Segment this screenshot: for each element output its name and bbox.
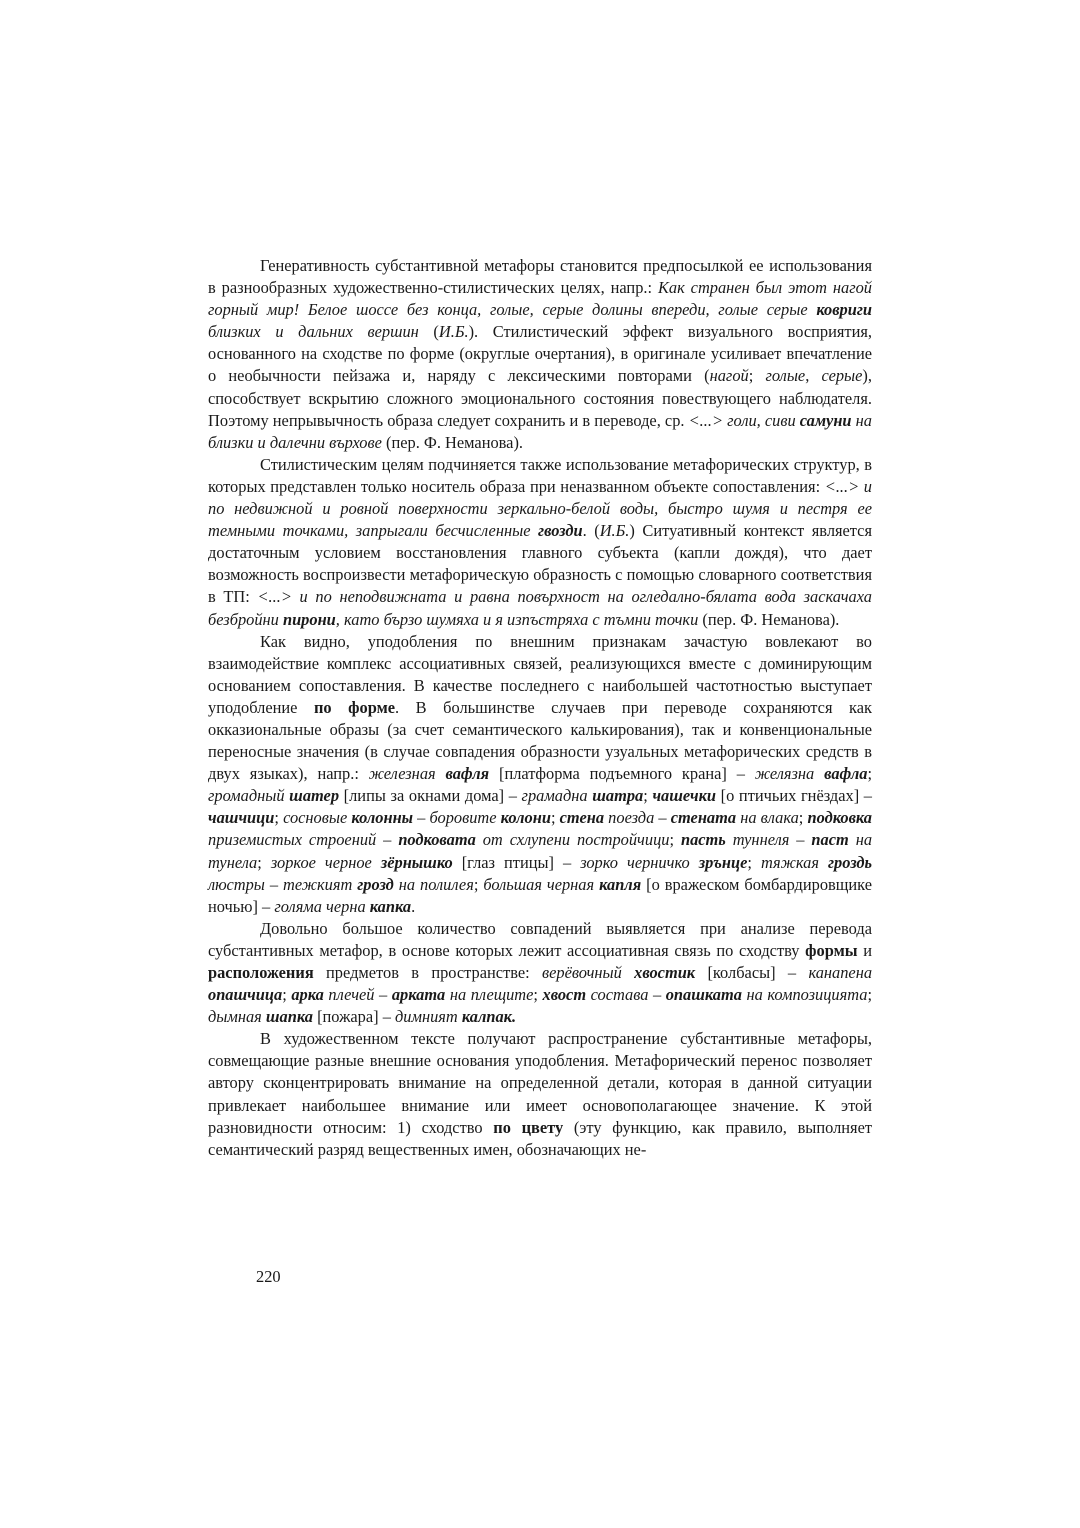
italic-run: нагой [709,366,749,386]
text-run: В художественном тексте получают распространение субстантивные метафоры, совмещающие разные внешние основания уподобления. Метафорический перенос позволяет автору сконцентрировать внимание на определенной детали, которая в данной ситуации привлекает наибольшее внимание или имеет основополагающее значение. К этой разновидности относим: 1) сходство [208,1029,872,1137]
text-run: – [376,830,399,850]
text-run: ), способствует вскрытию сложного эмоционального состояния повествующего наблюдателя. Поэтому непрывычность образа следует сохранить и в переводе, ср. [208,366,872,430]
italic-run: канапена [808,963,873,982]
italic-run: димният [395,1007,462,1027]
text-run: ; [669,830,681,850]
paragraph-3 [208,631,872,918]
paragraph-1 [208,255,872,454]
emphasized-term: гвозди [538,521,583,541]
italic-run: серые [821,366,863,386]
paragraph-5 [208,1028,872,1161]
italic-run: плечей [323,985,375,1005]
text-run: [о птичьих гнёздах] – [716,786,872,806]
emphasized-term: вафля [445,764,490,784]
body-text [208,255,872,1161]
text-run: [пожара] – [312,1007,396,1027]
emphasized-term: капля [599,874,642,894]
text-run: предметов в пространстве: [313,963,543,982]
italic-run: верёвочный [542,963,635,982]
italic-run: на близки и далечни върхове [208,410,872,452]
text-run: [липы за окнами дома] – [339,786,522,806]
text-run: ; [643,786,653,806]
italic-run: <...> и по неподвижната и равна повърхност на огледално-бялата вода заскачаха безбройни [208,587,872,629]
text-run: – [413,808,430,828]
text-run: – [648,985,666,1005]
italic-run: туннеля [725,830,790,850]
italic-run: И.Б. [599,521,630,541]
text-run: (эту функцию, как правило, выполняет семантический разряд вещественных имен, обозначающих не- [208,1117,873,1159]
italic-run: боровите [429,808,501,828]
text-run: [о вражеском бомбардировщике ночью] – [208,874,873,916]
italic-run: люстры [208,874,265,894]
italic-run: на тунела [208,830,873,872]
paragraph-2 [208,454,872,631]
emphasized-term: шатер [289,786,340,806]
text-run: Стилистическим целям подчиняется также использование метафорических структур, в которых представлен только носитель образа при неназванном объекте сопоставления: [208,454,872,496]
italic-run: громадный [208,786,290,806]
italic-run: тежкият [283,874,358,894]
text-run: ; [550,808,560,828]
italic-run: на влака [736,808,799,828]
emphasized-term: хвост [542,985,587,1005]
italic-run: желязна [754,764,825,784]
text-run: ). Стилистический эффект визуального восприятия, основанного на сходстве по форме (округлые очертания), в оригинале усиливает впечатление о необычности пейзажа и, наряду с лексическими повторами ( [208,322,872,386]
emphasized-term: по цвету [493,1117,564,1137]
emphasized-term: по форме [313,697,396,717]
text-run: ; [867,764,873,784]
italic-run: на композицията [741,985,868,1005]
text-run: ; [867,985,873,1005]
italic-run: <...> и по недвижной и ровной поверхности зеркально-белой воды, быстро шумя и пестря ее темными точками, запрыгали бесчисленные [208,476,872,541]
emphasized-term: чашечки [652,786,716,806]
italic-run: большая черная [483,874,600,894]
text-run: . [411,896,416,916]
text-run: . В большинстве случаев при переводе сохраняются как окказиональные образы (за счет семантического калькирования), так и конвенциональные переносные значения (в случае совпадения образности узуальных метафорических средств в двух языках), напр.: [208,697,872,784]
emphasized-term: вафла [824,764,868,784]
text-run: ; [748,366,766,386]
text-run: ; [282,985,292,1005]
italic-run: приземистых строений [208,830,377,850]
emphasized-term: зрънце [698,852,748,872]
italic-run: , като бързо шумяха и я изпъстряха с тъмни точки [335,609,699,629]
text-run: – [654,808,671,828]
text-run: [колбасы] – [695,963,809,982]
italic-run: <...> голи, сиви [688,410,800,430]
text-run: Довольно большое количество совпадений выявляется при анализе перевода субстантивных метафор, в основе которых лежит ассоциативная связь по сходству [208,918,872,960]
italic-run: зоркое черное [270,852,381,872]
emphasized-term: опашката [665,985,742,1005]
emphasized-term: опашчица [208,985,283,1005]
text-run: [платформа подъемного крана] – [489,764,755,784]
text-run: , [805,366,822,386]
emphasized-term: подковата [398,830,476,850]
emphasized-term: колонны [351,808,414,828]
text-run: (пер. Ф. Неманова). [381,432,524,452]
emphasized-term: шапка [265,1007,313,1027]
text-run: – [374,985,392,1005]
text-run: Как видно, уподобления по внешним признакам зачастую вовлекают во взаимодействие комплекс ассоциативных связей, реализующихся вместе с доминирующим основанием сопоставления. В качестве последнего с наибольшей частотностью выступает уподобление [208,631,872,717]
text-run: [глаз птицы] – [452,852,581,872]
italic-run: сосновые [283,808,352,828]
italic-run: на полилея [393,874,474,894]
italic-run: железная [368,764,446,784]
italic-run: голяма черна [274,896,370,916]
text-run: – [264,874,284,894]
italic-run: на плещите [445,985,534,1005]
paragraph-4 [208,918,872,1028]
emphasized-term: гроздь [828,852,873,872]
emphasized-term: арка [291,985,324,1005]
italic-run: Как странен был этот нагой горный мир! Белое шоссе без конца, голые, серые долины впереди, голые серые [208,278,872,320]
emphasized-term: стена [559,808,605,828]
italic-run: поезда [604,808,655,828]
emphasized-term: калпак. [461,1007,517,1027]
emphasized-term: формы [805,940,858,960]
text-run: ; [274,808,284,828]
emphasized-term: подковка [807,808,872,828]
text-run: и [857,940,872,960]
emphasized-term: паст [811,830,849,850]
emphasized-term: ковриги [816,300,872,320]
emphasized-term: самуни [799,410,852,430]
italic-run: от схлупени постройчици [475,830,670,850]
emphasized-term: расположения [208,963,314,982]
emphasized-term: пасть [680,830,726,850]
italic-run: состава [586,985,649,1005]
emphasized-term: шатра [592,786,644,806]
italic-run: грамадна [521,786,593,806]
text-run: – [789,830,812,850]
emphasized-term: арката [391,985,446,1005]
italic-run: дымная [208,1007,266,1027]
text-run: Генеративность субстантивной метафоры становится предпосылкой ее использования в разнообразных художественно-стилистических целях, напр.: [208,256,872,298]
emphasized-term: грозд [357,874,394,894]
italic-run: И.Б. [438,322,469,342]
text-run: ( [418,322,439,342]
italic-run: тяжкая [761,852,828,872]
text-run: (пер. Ф. Неманова). [698,609,840,629]
emphasized-term: стената [670,808,737,828]
text-run: ; [798,808,808,828]
italic-run: зорко черничко [580,852,699,872]
emphasized-term: зёрнышко [380,852,453,872]
italic-run: близких и дальних вершин [208,322,419,342]
emphasized-term: колони [500,808,551,828]
emphasized-term: пирони [282,609,336,629]
emphasized-term: хвостик [634,963,696,982]
text-run: ; [747,852,761,872]
emphasized-term: капка [369,896,412,916]
text-run: ; [257,852,271,872]
page-number: 220 [256,1267,281,1286]
text-run: . ( [582,521,600,541]
emphasized-term: чашчици [208,808,275,828]
text-run: ) Ситуативный контекст является достаточным условием восстановления главного субъекта (капли дождя), что дает возможность воспроизвести метафорическую образность с помощью словарного соответствия в ТП: [208,521,872,607]
italic-run: голые [765,366,806,386]
text-run: ; [473,874,484,894]
text-run: ; [533,985,543,1005]
